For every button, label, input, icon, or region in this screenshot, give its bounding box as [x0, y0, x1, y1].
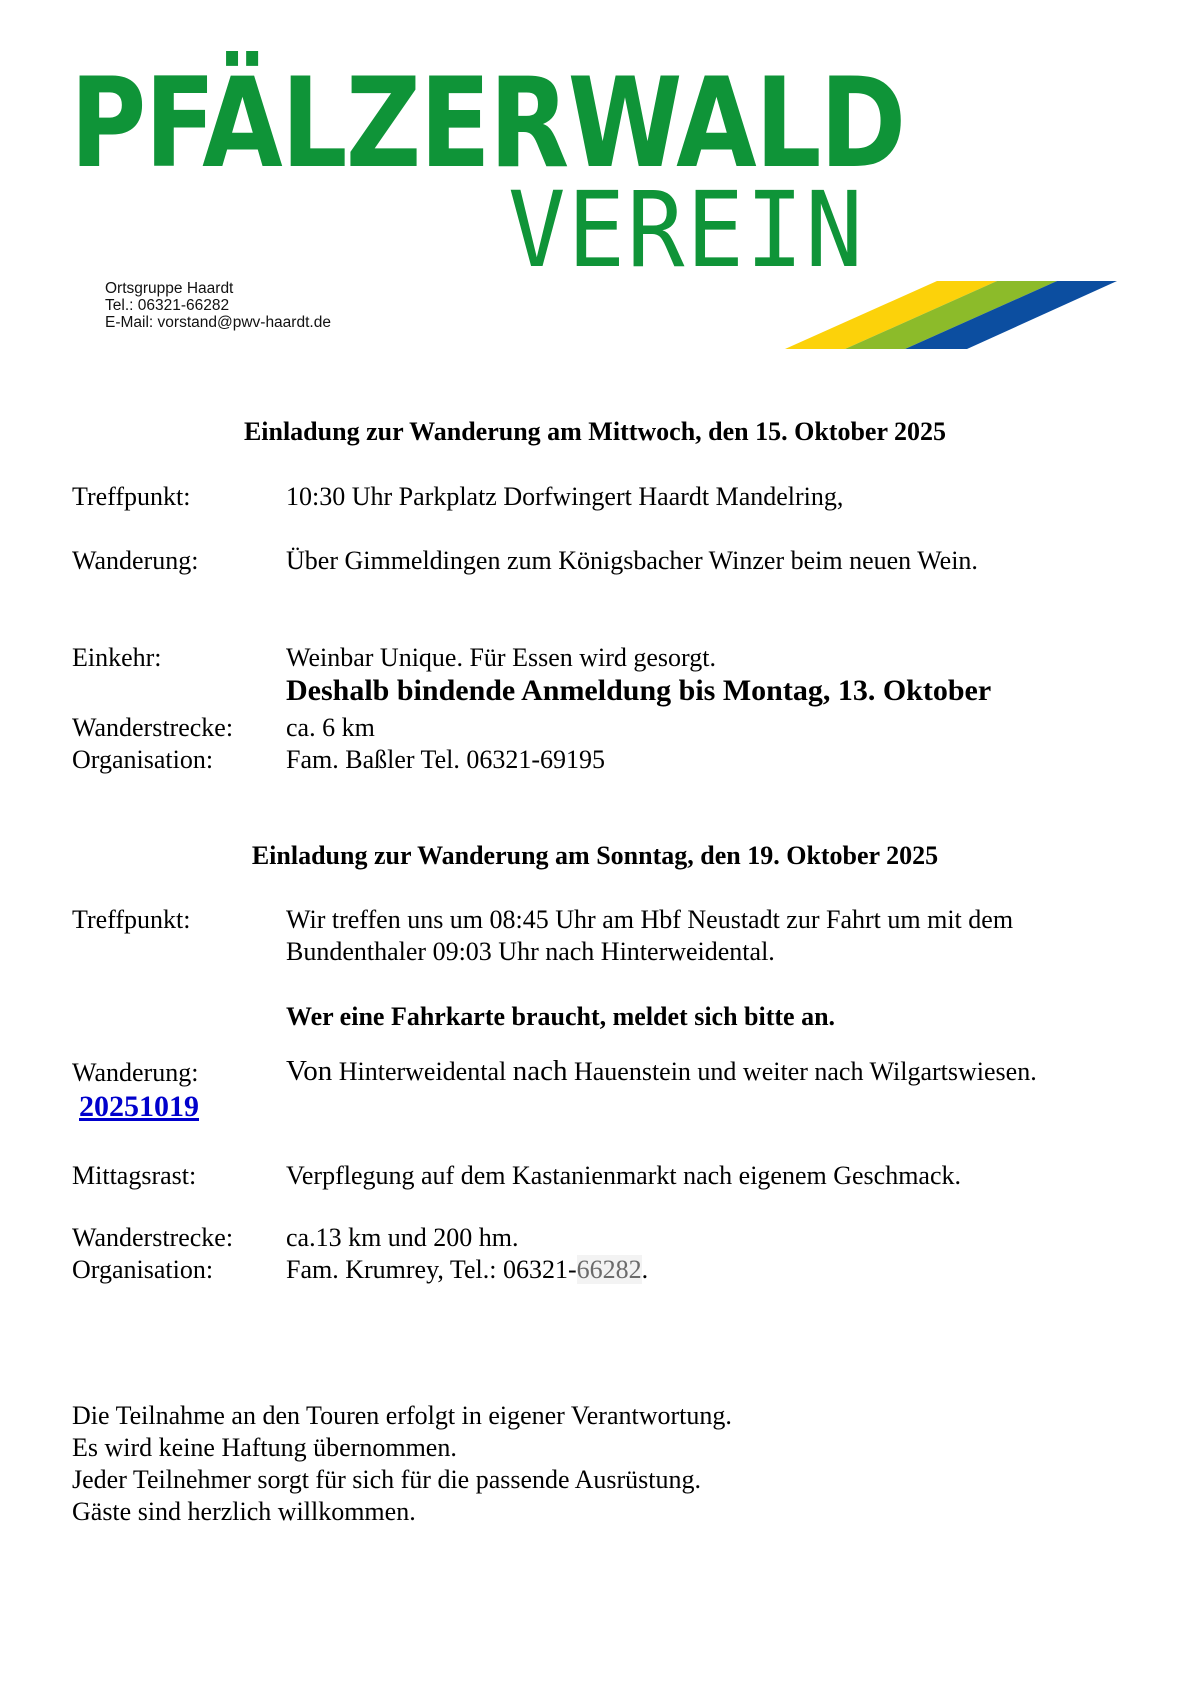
logo-title: PFÄLZERWALD	[70, 52, 905, 196]
disclaimer-line: Es wird keine Haftung übernommen.	[72, 1433, 457, 1462]
contact-email: E-Mail: vorstand@pwv-haardt.de	[105, 314, 331, 331]
contact-phone: Tel.: 06321-66282	[105, 297, 230, 314]
event2-heading: Einladung zur Wanderung am Sonntag, den 19. Oktober 2025	[251, 841, 939, 870]
event2-value-mittagsrast: Verpflegung auf dem Kastanienmarkt nach eigenem Geschmack.	[286, 1161, 962, 1190]
event1-value-organisation: Fam. Baßler Tel. 06321-69195	[286, 745, 606, 774]
event2-label-mittagsrast: Mittagsrast:	[72, 1161, 197, 1190]
event2-label-treffpunkt: Treffpunkt:	[72, 905, 191, 934]
wanderung-part-nach: nach	[512, 1055, 568, 1087]
event1-label-strecke: Wanderstrecke:	[72, 713, 234, 742]
event1-label-organisation: Organisation:	[72, 745, 214, 774]
event1-registration-notice: Deshalb bindende Anmeldung bis Montag, 13. Oktober	[286, 674, 992, 707]
event1-heading: Einladung zur Wanderung am Mittwoch, den 15. Oktober 2025	[243, 417, 947, 446]
wanderung-part-rest: Hauenstein und weiter nach Wilgartswiesen.	[567, 1057, 1037, 1086]
event1-value-wanderung: Über Gimmeldingen zum Königsbacher Winzer beim neuen Wein.	[286, 546, 978, 575]
event2-label-strecke: Wanderstrecke:	[72, 1223, 234, 1252]
event2-label-organisation: Organisation:	[72, 1255, 214, 1284]
disclaimer	[72, 1400, 732, 1528]
wanderung-part-von: Von	[286, 1055, 333, 1087]
logo-subtitle: VEREIN	[508, 169, 865, 291]
event1-value-strecke: ca. 6 km	[286, 713, 375, 742]
event2-value-treffpunkt-line2: Bundenthaler 09:03 Uhr nach Hinterweidental.	[286, 937, 775, 966]
event2-value-treffpunkt-line1: Wir treffen uns um 08:45 Uhr am Hbf Neustadt zur Fahrt um mit dem	[286, 905, 1014, 934]
disclaimer-line: Die Teilnahme an den Touren erfolgt in eigener Verantwortung.	[72, 1401, 732, 1430]
org-suffix: .	[641, 1255, 649, 1284]
event2-label-wanderung: Wanderung:	[72, 1058, 199, 1087]
org-prefix: Fam. Krumrey, Tel.: 06321-	[286, 1255, 577, 1284]
org-phone-number: 66282	[576, 1255, 642, 1284]
tour-details-link[interactable]: 20251019	[79, 1090, 199, 1123]
event2-value-organisation	[286, 1255, 648, 1285]
event1-label-treffpunkt: Treffpunkt:	[72, 482, 191, 511]
event2-ticket-notice: Wer eine Fahrkarte braucht, meldet sich bitte an.	[286, 1002, 836, 1031]
contact-block	[105, 280, 331, 331]
event2-value-strecke: ca.13 km und 200 hm.	[286, 1223, 519, 1252]
event1-label-wanderung: Wanderung:	[72, 546, 199, 575]
event1-label-einkehr: Einkehr:	[72, 643, 162, 672]
disclaimer-line: Jeder Teilnehmer sorgt für sich für die passende Ausrüstung.	[72, 1465, 702, 1494]
event2-value-wanderung	[286, 1055, 1037, 1088]
event1-value-einkehr: Weinbar Unique. Für Essen wird gesorgt.	[286, 643, 716, 672]
wanderung-part-start: Hinterweidental	[332, 1057, 513, 1086]
logo-stripes-icon	[780, 278, 1130, 353]
event1-value-treffpunkt: 10:30 Uhr Parkplatz Dorfwingert Haardt Mandelring,	[286, 482, 844, 511]
contact-group: Ortsgruppe Haardt	[105, 280, 234, 297]
disclaimer-line: Gäste sind herzlich willkommen.	[72, 1497, 416, 1526]
